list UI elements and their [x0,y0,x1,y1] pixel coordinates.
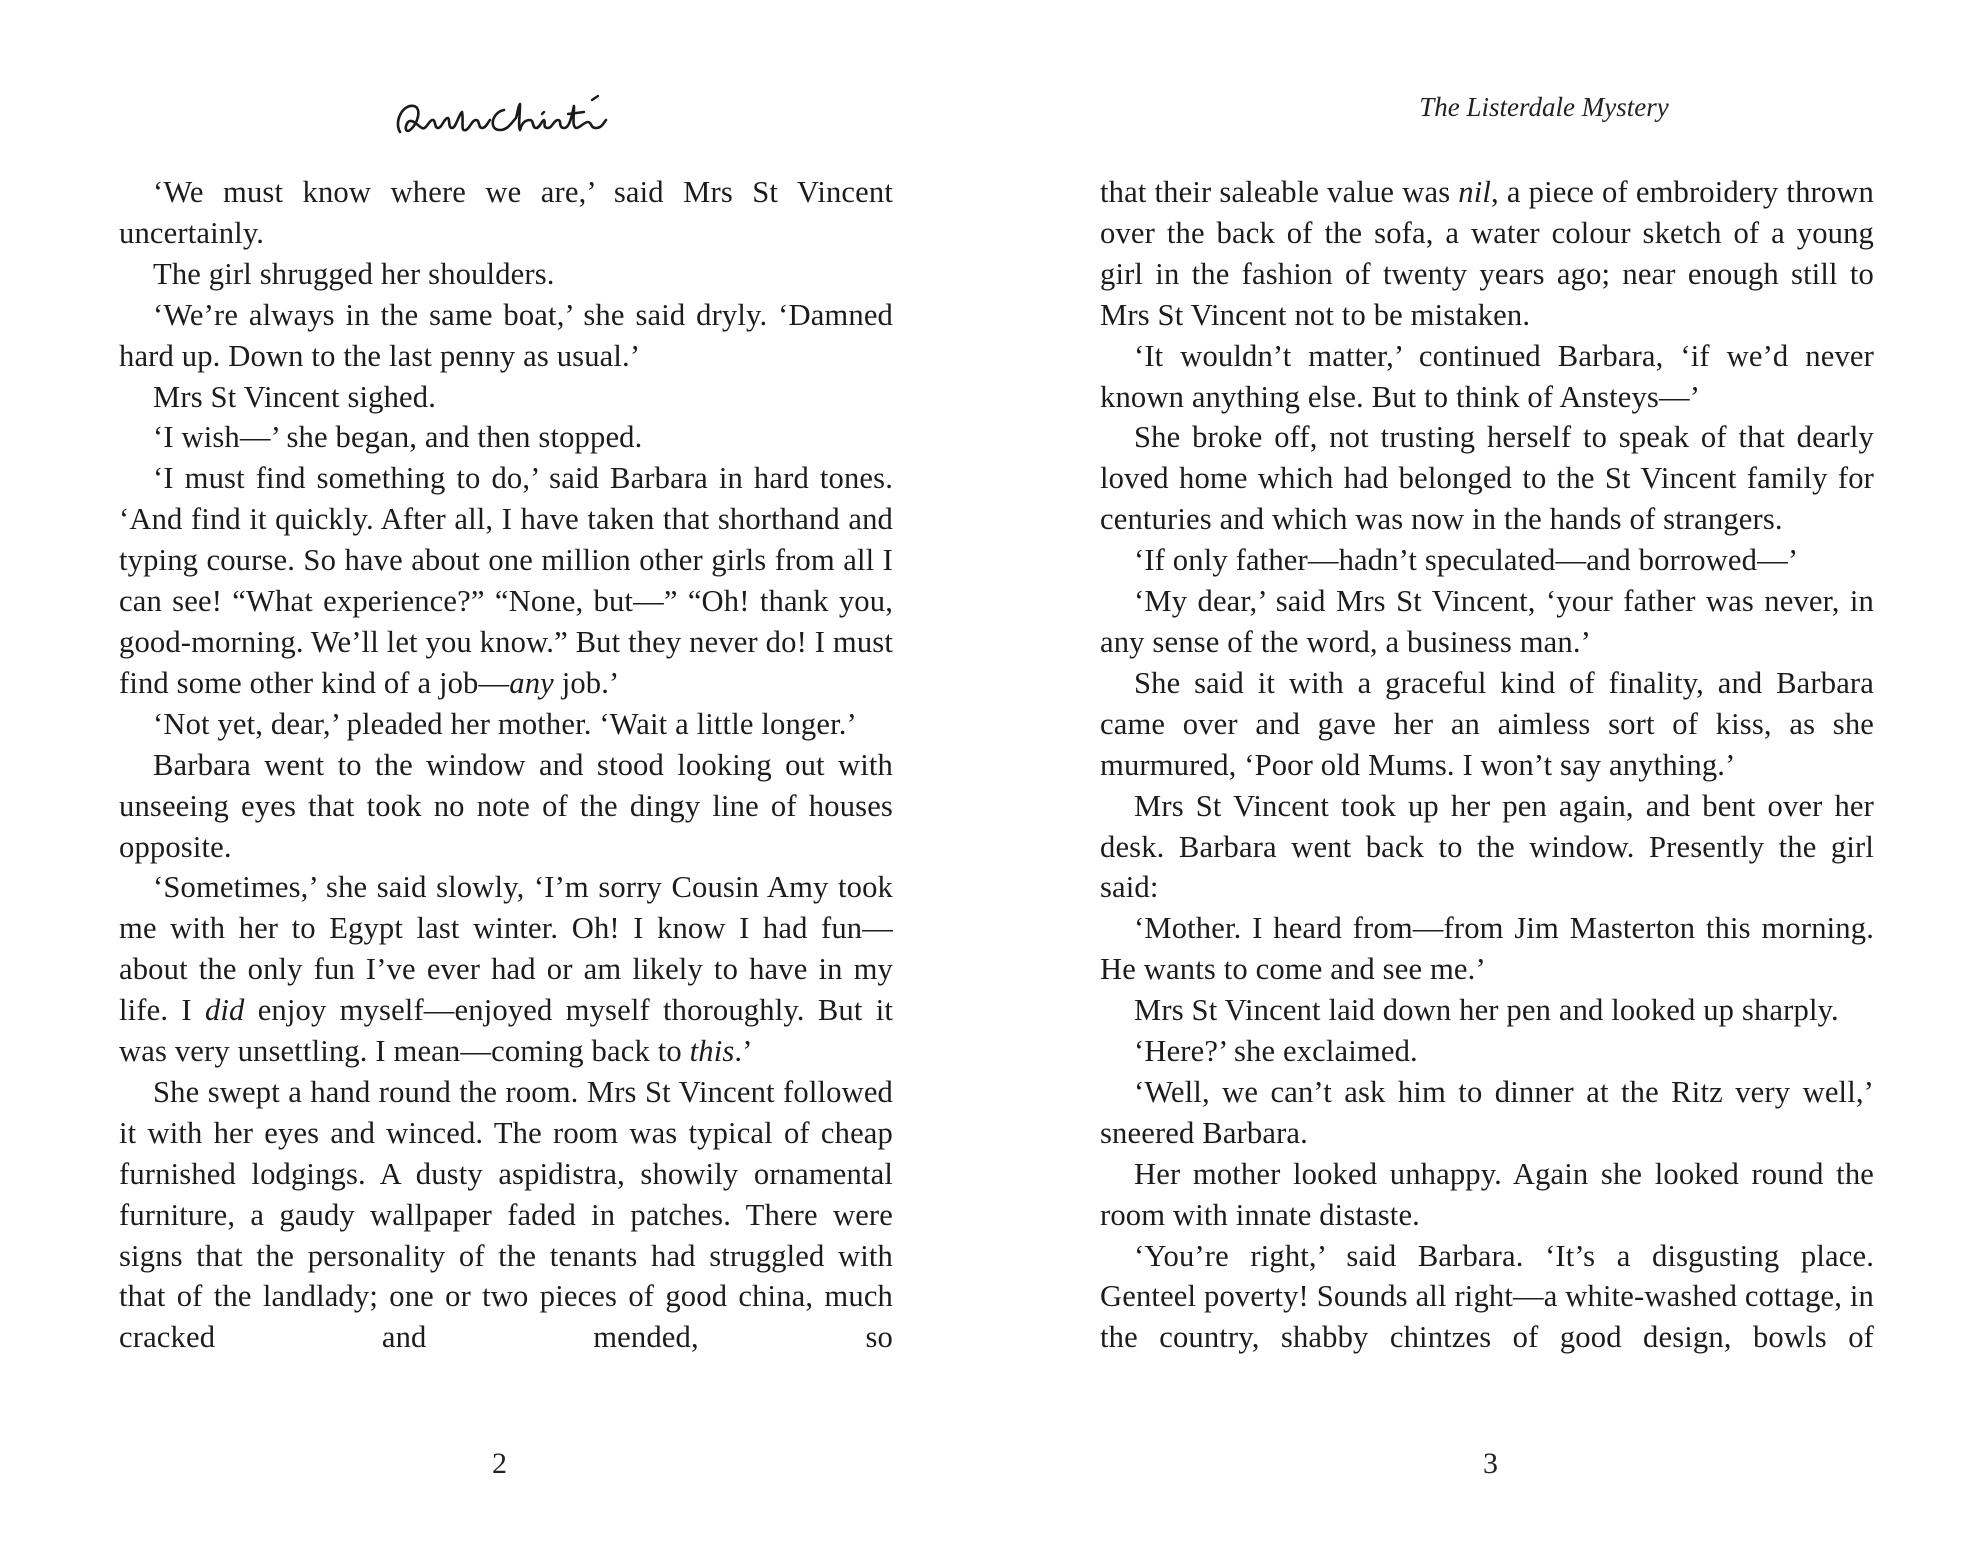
text-run: Mrs St Vincent laid down her pen and looked up sharply. [1134,993,1839,1028]
paragraph [1100,1236,1874,1359]
text-run: ‘My dear,’ said Mrs St Vincent, ‘your father was never, in any sense of the word, a business man.’ [1100,584,1874,659]
paragraph [1100,1031,1874,1072]
paragraph [1100,786,1874,909]
paragraph [119,417,893,458]
paragraph [119,704,893,745]
text-run: ‘Not yet, dear,’ pleaded her mother. ‘Wait a little longer.’ [153,706,857,741]
text-run: .’ [734,1034,753,1069]
paragraph [1100,663,1874,786]
paragraph [1100,581,1874,663]
paragraph [1100,540,1874,581]
paragraph [119,295,893,377]
text-run: , a piece of embroidery thrown over the back of the sofa, a water colour sketch of a young girl in the fashion of twenty years ago; near enough still to Mrs St Vincent not to be mistaken. [1100,175,1874,332]
paragraph [119,745,893,868]
author-signature-logo [392,92,612,144]
italic-emphasis: nil [1458,175,1492,209]
text-run: ‘We must know where we are,’ said Mrs St Vincent uncertainly. [119,175,893,250]
text-run: ‘I must find something to do,’ said Barbara in hard tones. ‘And find it quickly. After all, I have taken that shorthand and typing course. So have about one million other girls from all I can see! “What experience?” “None, but—” “Oh! thank you, good-morning. We’ll let you know.” But they never do! I must find some other kind of a job— [119,461,893,700]
paragraph [1100,336,1874,418]
running-head-book-title: The Listerdale Mystery [1419,92,1669,122]
page-number-right: 3 [1483,1447,1498,1480]
paragraph [119,172,893,254]
paragraph [119,867,893,1072]
text-run: ‘Mother. I heard from—from Jim Masterton this morning. He wants to come and see me.’ [1100,911,1874,987]
text-run: Mrs St Vincent sighed. [153,379,437,414]
paragraph [119,254,893,295]
paragraph [1100,172,1874,336]
italic-emphasis: any [509,665,554,700]
paragraph [1100,1154,1874,1236]
text-run: ‘I wish—’ she began, and then stopped. [153,420,643,455]
paragraph [119,458,893,703]
text-run: She said it with a graceful kind of finality, and Barbara came over and gave her an aimless sort of kiss, as she murmured, ‘Poor old Mums. I won’t say anything.’ [1100,665,1874,782]
text-run: She swept a hand round the room. Mrs St Vincent followed it with her eyes and winced. The room was typical of cheap furnished lodgings. A dusty aspidistra, showily ornamental furniture, a gaudy wallpaper faded in patches. There were signs that the personality of the tenants had struggled with that of the landlady; one or two pieces of good china, much cracked and mended, so [119,1074,893,1355]
left-page-body-text [119,172,893,1358]
text-run: ‘Well, we can’t ask him to dinner at the Ritz very well,’ sneered Barbara. [1100,1074,1874,1150]
text-run: She broke off, not trusting herself to speak of that dearly loved home which had belonged to the St Vincent family for centuries and which was now in the hands of strangers. [1100,420,1874,537]
paragraph [119,1072,893,1358]
text-run: ‘Sometimes,’ she said slowly, ‘I’m sorry Cousin Amy took me with her to Egypt last winter. Oh! I know I had fun—about the only fun I’ve ever had or am likely to have in my life. I [119,870,893,1028]
paragraph [1100,908,1874,990]
italic-emphasis: this [689,1034,735,1069]
text-run: Barbara went to the window and stood looking out with unseeing eyes that took no note of the dingy line of houses opposite. [119,747,893,864]
italic-emphasis: did [204,993,245,1028]
text-run: ‘Here?’ she exclaimed. [1134,1034,1418,1069]
text-run: ‘We’re always in the same boat,’ she said dryly. ‘Damned hard up. Down to the last penny as usual.’ [119,297,893,373]
text-run: ‘It wouldn’t matter,’ continued Barbara, ‘if we’d never known anything else. But to think of Ansteys—’ [1100,338,1874,414]
text-run: job.’ [553,665,620,700]
text-run: enjoy myself—enjoyed myself thoroughly. But it was very unsettling. I mean—coming back to [119,993,893,1069]
text-run: that their saleable value was [1100,175,1459,209]
paragraph [1100,990,1874,1031]
paragraph [1100,1072,1874,1154]
text-run: Her mother looked unhappy. Again she looked round the room with innate distaste. [1100,1156,1874,1232]
text-run: The girl shrugged her shoulders. [153,256,555,291]
right-page-body-text [1100,172,1874,1358]
paragraph [119,377,893,418]
right-page [993,0,1986,1559]
text-run: Mrs St Vincent took up her pen again, and bent over her desk. Barbara went back to the window. Presently the girl said: [1100,788,1874,905]
text-run: ‘If only father—hadn’t speculated—and borrowed—’ [1134,543,1799,578]
paragraph [1100,417,1874,540]
text-run: ‘You’re right,’ said Barbara. ‘It’s a disgusting place. Genteel poverty! Sounds all right—a white-washed cottage, in the country, shabby chintzes of good design, bowls of [1100,1238,1874,1355]
page-number-left: 2 [492,1447,507,1480]
